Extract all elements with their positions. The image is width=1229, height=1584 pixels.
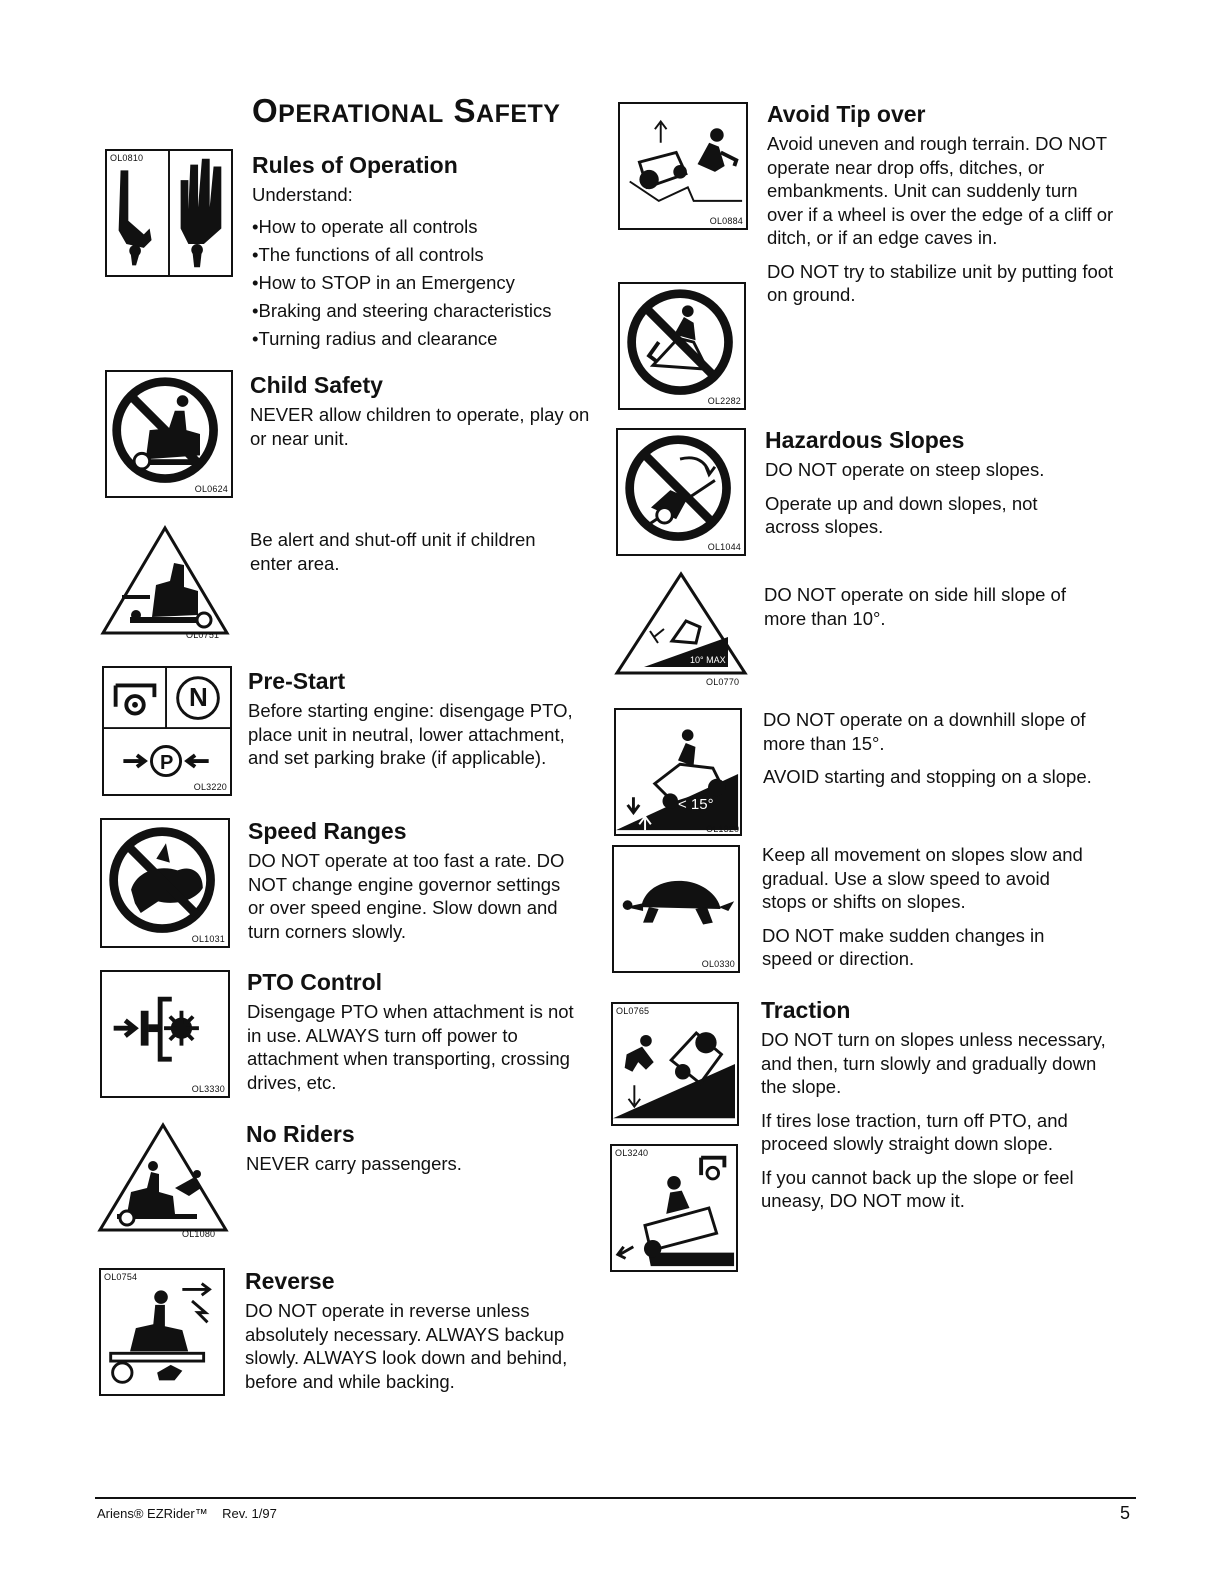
icon-code: OL0810 <box>110 153 144 163</box>
icon-code: OL0884 <box>709 216 743 226</box>
section-text: If tires lose traction, turn off PTO, and proceed slowly straight down slope. <box>761 1109 1068 1154</box>
rules-of-operation-section <box>252 151 597 353</box>
downhill-slope-icon <box>614 708 742 836</box>
icon-code: OL1031 <box>191 934 225 944</box>
section-text: DO NOT make sudden changes in speed or direction. <box>762 924 1045 969</box>
icon-code: OL3220 <box>193 782 227 792</box>
side-hill-warning-icon <box>614 571 748 677</box>
page-title: OPERATIONAL SAFETY <box>252 92 561 129</box>
list-item: • Braking and steering characteristics <box>252 297 597 325</box>
traction-section <box>761 996 1111 1223</box>
section-text: Avoid uneven and rough terrain. DO NOT operate near drop offs, ditches, or embankments. Unit can suddenly turn over if a wheel is over the edge of a cliff or ditch, or if an edge caves in. <box>767 133 1114 248</box>
section-text: DO NOT operate on side hill slope of more than 10°. <box>764 584 1066 629</box>
footer-divider <box>95 1497 1136 1499</box>
back-up-slope-icon <box>610 1144 738 1272</box>
pto-control-section <box>247 968 587 1104</box>
section-heading: Avoid Tip over <box>767 101 926 127</box>
section-text: DO NOT operate on a downhill slope of more than 15°. <box>763 709 1086 754</box>
downhill-slope-section <box>763 708 1108 799</box>
turtle-slow-icon <box>612 845 740 973</box>
section-text: NEVER allow children to operate, play on or near unit. <box>250 404 590 449</box>
section-text: DO NOT operate at too fast a rate. DO NOT change engine governor settings or over speed engine. Slow down and turn corners slowly. <box>248 850 565 942</box>
section-heading: PTO Control <box>247 969 383 995</box>
park-label: P <box>160 752 174 774</box>
section-text: Be alert and shut-off unit if children enter area. <box>250 529 536 574</box>
slow-movement-section <box>762 843 1097 981</box>
rules-list <box>252 213 597 353</box>
no-riders-triangle-icon <box>97 1122 229 1234</box>
footer-brand: Ariens® EZRider™ <box>97 1506 208 1521</box>
pre-start-section <box>248 667 593 780</box>
section-text: DO NOT operate in reverse unless absolutely necessary. ALWAYS backup slowly. ALWAYS look down and behind, before and while backing. <box>245 1300 568 1392</box>
be-alert-section <box>250 528 580 585</box>
hands-icon <box>105 149 233 277</box>
icon-code: OL0770 <box>706 677 740 687</box>
alert-triangle-icon <box>100 525 230 637</box>
list-item: • How to operate all controls <box>252 213 597 241</box>
section-heading: Hazardous Slopes <box>765 427 965 453</box>
section-text: NEVER carry passengers. <box>246 1153 462 1174</box>
icon-code: OL0624 <box>194 484 228 494</box>
page-number: 5 <box>1120 1503 1131 1523</box>
section-text: DO NOT try to stabilize unit by putting foot on ground. <box>767 260 1114 305</box>
icon-code: OL0330 <box>701 959 735 969</box>
list-item: • Turning radius and clearance <box>252 325 597 353</box>
no-foot-stabilize-icon <box>618 282 746 410</box>
section-heading: Pre-Start <box>248 668 346 694</box>
section-heading: Child Safety <box>250 372 383 398</box>
reverse-icon <box>99 1268 225 1396</box>
list-item: • How to STOP in an Emergency <box>252 269 597 297</box>
reverse-section <box>245 1267 590 1403</box>
section-heading: Reverse <box>245 1268 335 1294</box>
neutral-label: N <box>189 682 208 712</box>
section-text: Keep all movement on slopes slow and gradual. Use a slow speed to avoid stops or shifts on slopes. <box>762 844 1083 912</box>
slope-max-badge: < 15° <box>678 796 714 813</box>
icon-code: OL1320 <box>706 824 740 834</box>
child-safety-section <box>250 371 595 460</box>
speed-ranges-section <box>248 817 578 953</box>
list-item: • The functions of all controls <box>252 241 597 269</box>
section-text: AVOID starting and stopping on a slope. <box>763 766 1092 787</box>
footer-info <box>97 1506 277 1521</box>
icon-code: OL1044 <box>707 542 741 552</box>
icon-code: OL3240 <box>615 1148 649 1158</box>
section-text: Before starting engine: disengage PTO, place unit in neutral, lower attachment, and set parking brake (if applicable). <box>248 700 573 768</box>
icon-code: OL3330 <box>191 1084 225 1094</box>
no-steep-slopes-icon <box>616 428 746 556</box>
section-text: DO NOT operate on steep slopes. <box>765 459 1045 480</box>
side-hill-section <box>764 583 1104 640</box>
section-text: Operate up and down slopes, not across slopes. <box>765 492 1038 537</box>
pre-start-controls-icon <box>102 666 232 796</box>
tip-over-icon <box>618 102 748 230</box>
section-text: If you cannot back up the slope or feel uneasy, DO NOT mow it. <box>761 1166 1074 1211</box>
icon-code: OL0751 <box>186 630 220 640</box>
section-heading: Speed Ranges <box>248 818 407 844</box>
icon-code: OL0765 <box>616 1006 650 1016</box>
section-heading: Traction <box>761 997 851 1023</box>
no-fast-speed-icon <box>100 818 230 948</box>
avoid-tip-over-section <box>767 100 1117 317</box>
section-heading: Rules of Operation <box>252 152 458 178</box>
footer-revision: Rev. 1/97 <box>222 1506 277 1521</box>
icon-code: OL2282 <box>707 396 741 406</box>
traction-rollover-icon <box>611 1002 739 1126</box>
hazardous-slopes-section <box>765 426 1095 549</box>
no-children-icon <box>105 370 233 498</box>
pto-icon <box>100 970 230 1098</box>
section-intro: Understand: <box>252 184 353 205</box>
no-riders-section <box>246 1120 586 1186</box>
section-heading: No Riders <box>246 1121 355 1147</box>
section-text: DO NOT turn on slopes unless necessary, and then, turn slowly and gradually down the slope. <box>761 1029 1106 1097</box>
section-text: Disengage PTO when attachment is not in use. ALWAYS turn off power to attachment when transporting, crossing drives, etc. <box>247 1001 574 1093</box>
slope-max-badge: 10° MAX <box>690 655 726 665</box>
icon-code: OL0754 <box>104 1272 138 1282</box>
icon-code: OL1080 <box>182 1229 216 1239</box>
